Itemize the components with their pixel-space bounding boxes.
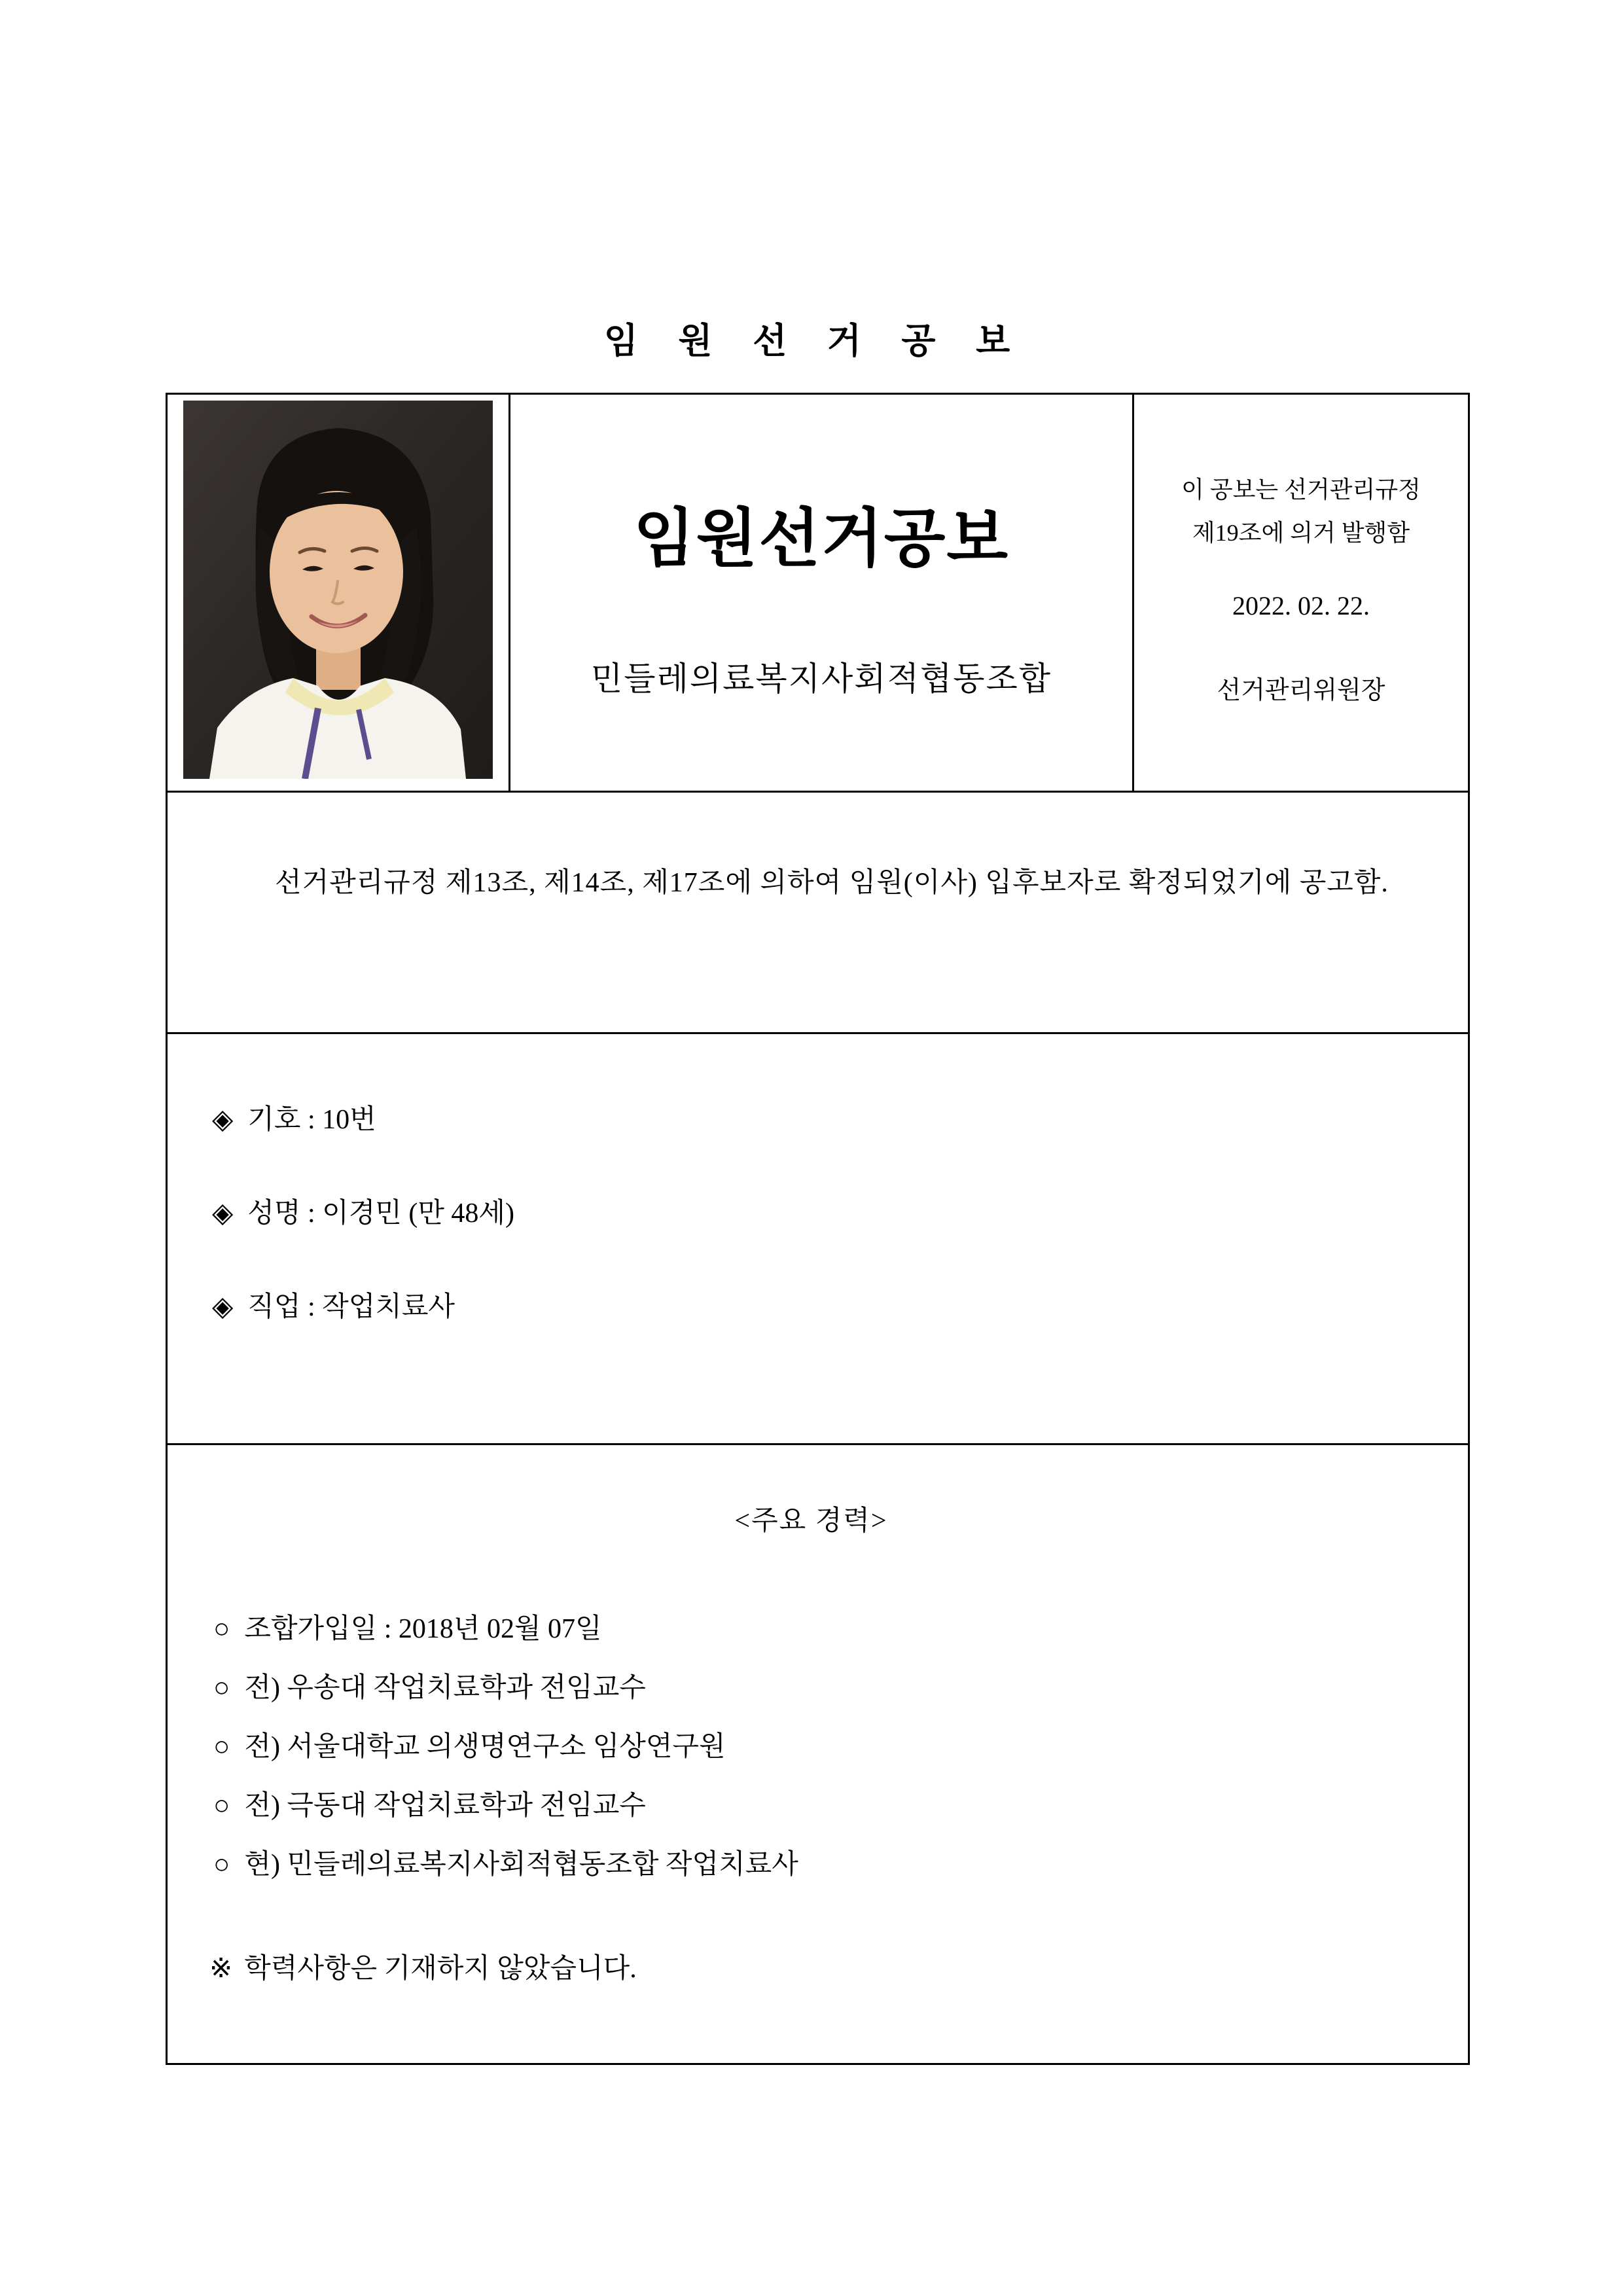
education-footnote bbox=[168, 1953, 1455, 1984]
profile-item-number-text: 기호 : 10번 bbox=[247, 1105, 376, 1135]
education-footnote-text: 학력사항은 기재하지 않았습니다. bbox=[244, 1954, 637, 1984]
profile-cell bbox=[167, 1033, 1469, 1444]
diamond-bullet-icon: ◈ bbox=[212, 1105, 234, 1135]
announcement-cell bbox=[167, 792, 1469, 1033]
circle-bullet-icon: ○ bbox=[213, 1673, 230, 1703]
career-heading: <주요 경력> bbox=[734, 1506, 888, 1536]
career-item bbox=[213, 1732, 1455, 1762]
circle-bullet-icon: ○ bbox=[213, 1614, 230, 1644]
career-item-text: 현) 민들레의료복지사회적협동조합 작업치료사 bbox=[244, 1850, 798, 1880]
announcement-row bbox=[167, 792, 1469, 1033]
career-item-text: 전) 극동대 작업치료학과 전임교수 bbox=[244, 1791, 646, 1821]
career-list bbox=[168, 1614, 1455, 1880]
career-item bbox=[213, 1673, 1455, 1703]
org-name: 민들레의료복지사회적협동조합 bbox=[590, 660, 1052, 697]
career-item-text: 전) 우송대 작업치료학과 전임교수 bbox=[244, 1673, 646, 1703]
issuer-title: 선거관리위원장 bbox=[1217, 677, 1385, 704]
circle-bullet-icon: ○ bbox=[213, 1850, 230, 1880]
career-item bbox=[213, 1850, 1455, 1880]
circle-bullet-icon: ○ bbox=[213, 1791, 230, 1821]
career-item-text: 조합가입일 : 2018년 02월 07일 bbox=[244, 1614, 602, 1644]
diamond-bullet-icon: ◈ bbox=[212, 1198, 234, 1229]
reference-mark-icon: ※ bbox=[209, 1954, 233, 1984]
notice-table bbox=[166, 393, 1470, 2065]
profile-item-name bbox=[212, 1198, 1455, 1229]
notice-main-title: 임원선거공보 bbox=[633, 504, 1010, 574]
profile-item-job-text: 직업 : 작업치료사 bbox=[247, 1292, 455, 1322]
profile-item-job bbox=[212, 1292, 1455, 1322]
profile-item-name-text: 성명 : 이경민 (만 48세) bbox=[247, 1198, 514, 1229]
org-title-cell bbox=[510, 394, 1133, 792]
issuance-info-cell bbox=[1133, 394, 1469, 792]
announcement-text: 선거관리규정 제13조, 제14조, 제17조에 의하여 임원(이사) 입후보자로 확정되었기에 공고함. bbox=[275, 868, 1389, 898]
career-row bbox=[167, 1444, 1469, 2064]
candidate-photo bbox=[183, 401, 493, 779]
profile-item-number bbox=[212, 1105, 1455, 1135]
career-item-text: 전) 서울대학교 의생명연구소 임상연구원 bbox=[244, 1732, 726, 1762]
career-item bbox=[213, 1614, 1455, 1644]
career-item bbox=[213, 1791, 1455, 1821]
header-row bbox=[167, 394, 1469, 792]
issuance-date: 2022. 02. 22. bbox=[1232, 591, 1370, 620]
document-title: 임 원 선 거 공 보 bbox=[603, 321, 1020, 361]
issuance-note-line2: 제19조에 의거 발행함 bbox=[1192, 520, 1410, 546]
circle-bullet-icon: ○ bbox=[213, 1732, 230, 1762]
diamond-bullet-icon: ◈ bbox=[212, 1292, 234, 1322]
career-cell bbox=[167, 1444, 1469, 2064]
candidate-photo-cell bbox=[167, 394, 510, 792]
issuance-note-line1: 이 공보는 선거관리규정 bbox=[1181, 476, 1421, 503]
profile-row bbox=[167, 1033, 1469, 1444]
